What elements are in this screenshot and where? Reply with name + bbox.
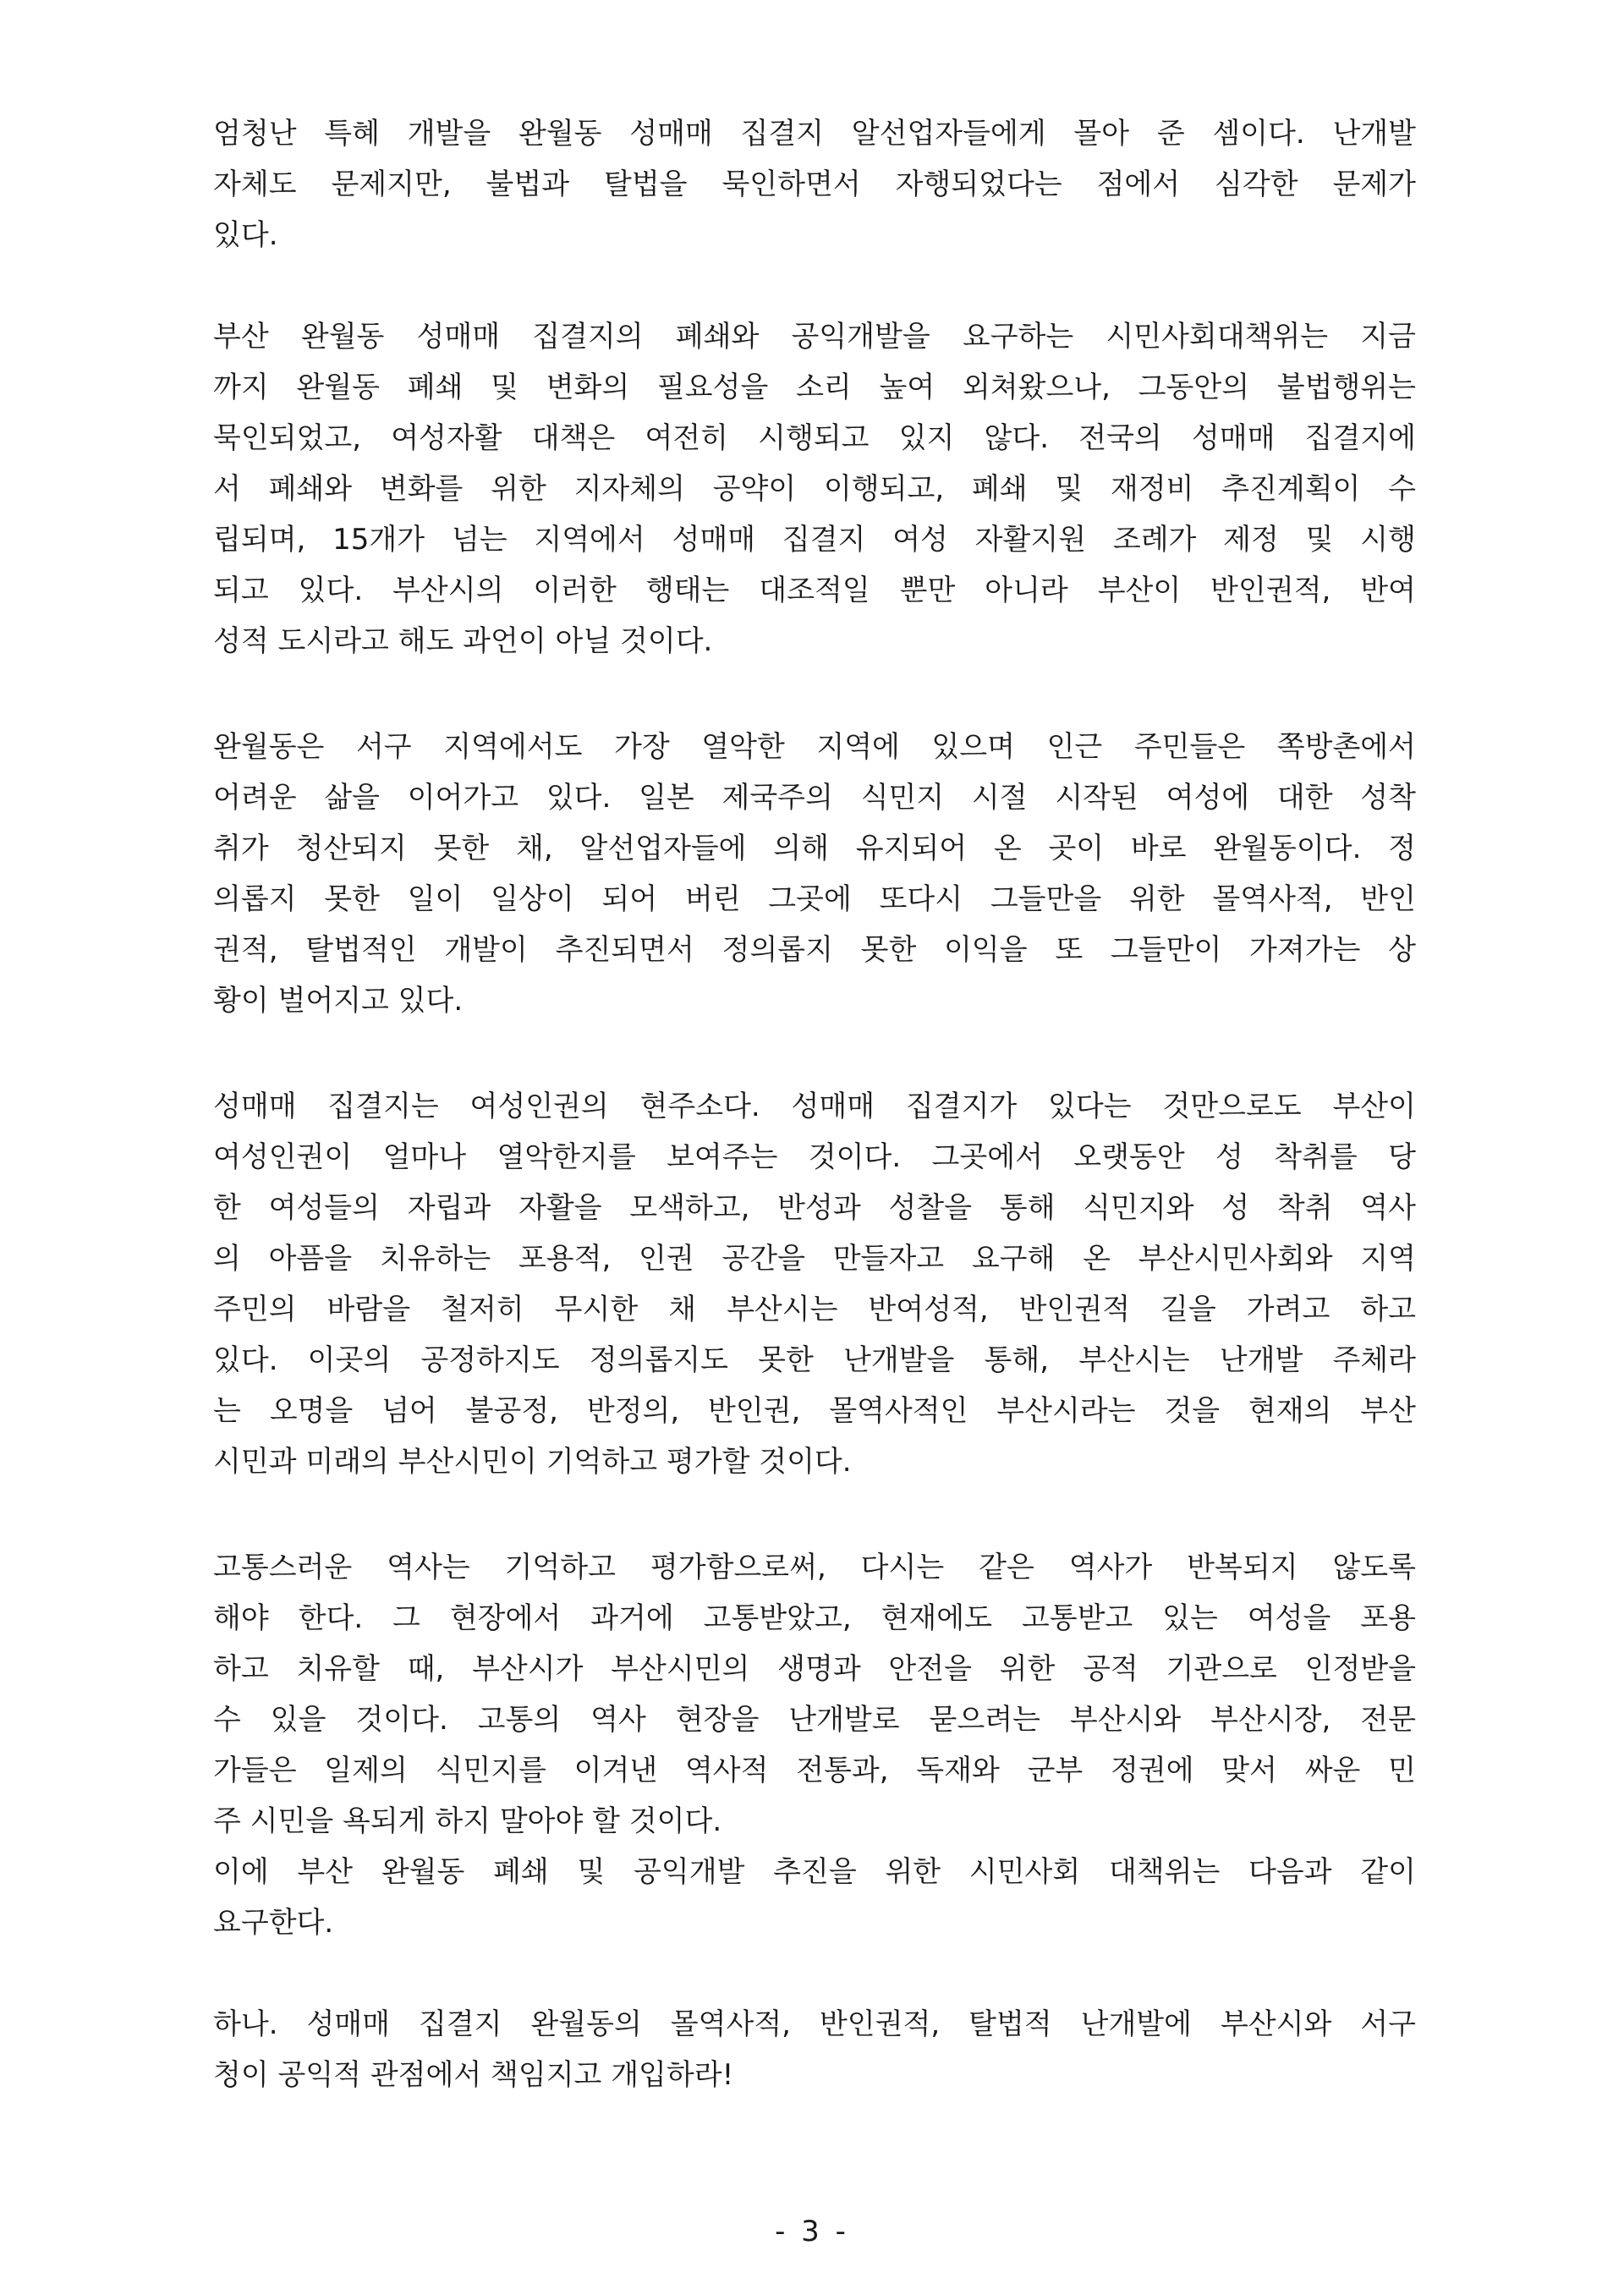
text-line: 주 시민을 욕되게 하지 말아야 할 것이다. <box>213 1804 722 1838</box>
text-line: 의롭지 못한 일이 일상이 되어 버린 그곳에 또다시 그들만을 위한 몰역사적, 반인 <box>213 882 1416 916</box>
text-line: 성적 도시라고 해도 과언이 아닐 것이다. <box>213 624 713 658</box>
text-line: 자체도 문제지만, 불법과 탈법을 묵인하면서 자행되었다는 점에서 심각한 문제가 <box>213 167 1416 201</box>
text-line: 성매매 집결지는 여성인권의 현주소다. 성매매 집결지가 있다는 것만으로도 부산이 <box>213 1090 1416 1123</box>
text-line: 한 여성들의 자립과 자활을 모색하고, 반성과 성찰을 통해 식민지와 성 착취 역사 <box>213 1191 1416 1225</box>
text-line: 하나. 성매매 집결지 완월동의 몰역사적, 반인권적, 탈법적 난개발에 부산시와 서구 <box>213 2007 1416 2041</box>
text-line: 고통스러운 역사는 기억하고 평가함으로써, 다시는 같은 역사가 반복되지 않도록 <box>213 1551 1416 1584</box>
paragraph-6 <box>213 1999 1416 2100</box>
text-line: 해야 한다. 그 현장에서 과거에 고통받았고, 현재에도 고통받고 있는 여성을 포용 <box>213 1601 1416 1635</box>
text-line: 묵인되었고, 여성자활 대책은 여전히 시행되고 있지 않다. 전국의 성매매 집결지에 <box>213 421 1416 455</box>
paragraph-1 <box>213 108 1416 261</box>
text-line: 하고 치유할 때, 부산시가 부산시민의 생명과 안전을 위한 공적 기관으로 인정받을 <box>213 1652 1416 1686</box>
text-line: 황이 벌어지고 있다. <box>213 984 464 1018</box>
text-line: 의 아픔을 치유하는 포용적, 인권 공간을 만들자고 요구해 온 부산시민사회와 지역 <box>213 1242 1416 1276</box>
text-line: 주민의 바람을 철저히 무시한 채 부산시는 반여성적, 반인권적 길을 가려고 하고 <box>213 1293 1416 1326</box>
text-line: 엄청난 특혜 개발을 완월동 성매매 집결지 알선업자들에게 몰아 준 셈이다. 난개발 <box>213 117 1416 151</box>
text-line: 여성인권이 얼마나 열악한지를 보여주는 것이다. 그곳에서 오랫동안 성 착취를 당 <box>213 1140 1416 1174</box>
text-line: 권적, 탈법적인 개발이 추진되면서 정의롭지 못한 이익을 또 그들만이 가져가는 상 <box>213 933 1416 967</box>
page-number: - 3 - <box>775 2215 849 2248</box>
text-line: 있다. <box>213 218 278 252</box>
paragraph-2 <box>213 311 1416 667</box>
text-line: 가들은 일제의 식민지를 이겨낸 역사적 전통과, 독재와 군부 정권에 맞서 싸운 민 <box>213 1754 1416 1787</box>
text-line: 있다. 이곳의 공정하지도 정의롭지도 못한 난개발을 통해, 부산시는 난개발 주체라 <box>213 1343 1416 1377</box>
text-line: 어려운 삶을 이어가고 있다. 일본 제국주의 식민지 시절 시작된 여성에 대한 성착 <box>213 781 1416 815</box>
paragraph-3 <box>213 722 1416 1026</box>
text-line: 완월동은 서구 지역에서도 가장 열악한 지역에 있으며 인근 주민들은 쪽방촌에서 <box>213 730 1416 764</box>
text-line: 청이 공익적 관점에서 책임지고 개입하라! <box>213 2058 734 2092</box>
paragraph-5 <box>213 1542 1416 1948</box>
text-line: 되고 있다. 부산시의 이러한 행태는 대조적일 뿐만 아니라 부산이 반인권적, 반여 <box>213 574 1416 607</box>
text-line: 취가 청산되지 못한 채, 알선업자들에 의해 유지되어 온 곳이 바로 완월동이다. 정 <box>213 832 1416 865</box>
text-line: 요구한다. <box>213 1906 334 1940</box>
paragraph-4 <box>213 1081 1416 1487</box>
text-line: 수 있을 것이다. 고통의 역사 현장을 난개발로 묻으려는 부산시와 부산시장, 전문 <box>213 1703 1416 1737</box>
text-line: 까지 완월동 폐쇄 및 변화의 필요성을 소리 높여 외쳐왔으나, 그동안의 불법행위는 <box>213 371 1416 404</box>
text-line: 부산 완월동 성매매 집결지의 폐쇄와 공익개발을 요구하는 시민사회대책위는 지금 <box>213 320 1416 354</box>
text-line: 는 오명을 넘어 불공정, 반정의, 반인권, 몰역사적인 부산시라는 것을 현재의 부산 <box>213 1394 1416 1428</box>
text-line: 서 폐쇄와 변화를 위한 지자체의 공약이 이행되고, 폐쇄 및 재정비 추진계획이 수 <box>213 472 1416 506</box>
text-line: 이에 부산 완월동 폐쇄 및 공익개발 추진을 위한 시민사회 대책위는 다음과 같이 <box>213 1855 1416 1889</box>
text-line: 립되며, 15개가 넘는 지역에서 성매매 집결지 여성 자활지원 조례가 제정 및 시행 <box>213 523 1416 557</box>
text-line: 시민과 미래의 부산시민이 기억하고 평가할 것이다. <box>213 1445 852 1479</box>
